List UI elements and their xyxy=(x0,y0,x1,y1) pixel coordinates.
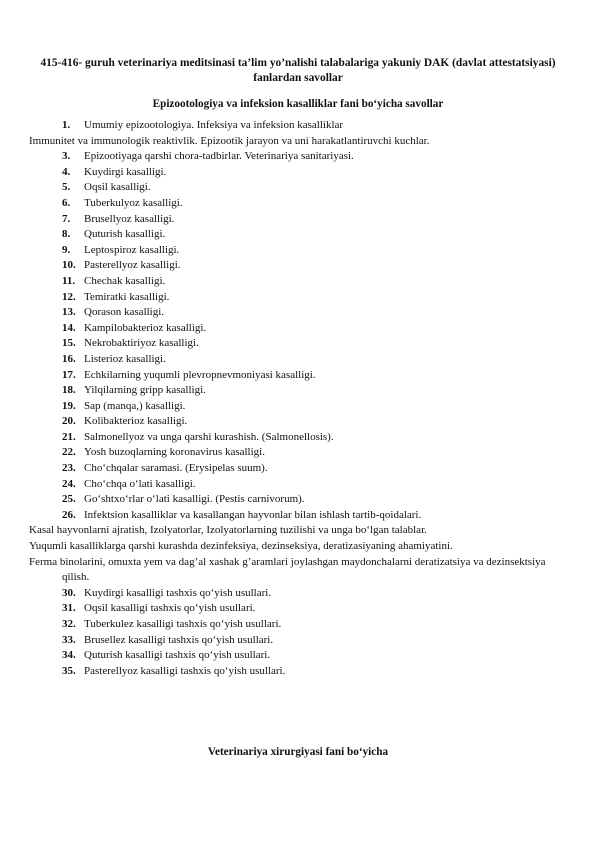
question-text: Kuydirgi kasalligi. xyxy=(84,165,167,178)
question-text: Temiratki kasalligi. xyxy=(84,290,170,303)
question-text: Kampilobakterioz kasalligi. xyxy=(84,321,207,334)
question-item xyxy=(62,601,562,617)
question-number: 4. xyxy=(62,165,71,178)
question-number: 18. xyxy=(62,384,76,397)
question-text: Brusellyoz kasalligi. xyxy=(84,212,175,225)
question-item xyxy=(62,227,562,243)
question-text: Go‘shtxo‘rlar o‘lati kasalligi. (Pestis carnivorum). xyxy=(84,493,305,506)
question-number: 30. xyxy=(62,586,76,599)
question-text: Umumiy epizootologiya. Infeksiya va infeksion kasalliklar xyxy=(84,119,344,131)
question-item xyxy=(62,399,562,415)
question-item xyxy=(62,414,562,430)
question-number: 25. xyxy=(62,493,76,506)
question-text: Immunitet va immunologik reaktivlik. Epizootik jarayon va uni harakatlantiruvchi kuchlar. xyxy=(29,134,430,147)
question-text: Listerioz kasalligi. xyxy=(84,352,166,365)
question-number: 10. xyxy=(62,259,76,272)
question-item xyxy=(62,492,562,508)
question-number: 1. xyxy=(62,119,71,131)
question-text: Sap (manqa,) kasalligi. xyxy=(84,399,186,412)
question-text: Oqsil kasalligi. xyxy=(84,181,151,194)
question-number: 32. xyxy=(62,618,76,630)
question-item xyxy=(62,274,562,290)
question-number xyxy=(7,539,29,555)
question-number: 8. xyxy=(62,228,71,241)
question-text: Pasterellyoz kasalligi tashxis qo‘yish usullari. xyxy=(84,664,286,677)
question-item xyxy=(62,586,562,602)
question-number: 12. xyxy=(62,290,76,303)
question-item xyxy=(62,336,562,352)
question-number: 13. xyxy=(62,306,76,319)
question-item xyxy=(62,212,562,228)
question-item xyxy=(62,648,562,664)
document-title: 415-416- guruh veterinariya meditsinasi ta’lim yo’nalishi talabalariga yakuniy DAK (davlat attestatsiyasi) fanlardan savollar xyxy=(40,57,556,84)
question-item xyxy=(62,430,562,446)
question-number: 14. xyxy=(62,321,76,334)
question-number: 11. xyxy=(62,274,76,287)
question-text: Oqsil kasalligi tashxis qo‘yish usullari. xyxy=(84,602,256,615)
question-number: 33. xyxy=(62,633,76,646)
question-text: Qorason kasalligi. xyxy=(84,306,165,319)
question-item xyxy=(62,243,562,259)
question-item xyxy=(62,368,562,384)
question-text: Kasal hayvonlarni ajratish, Izolyatorlar, Izolyatorlarning tuzilishi va unga bo‘lgan talablar. xyxy=(29,524,427,537)
question-item xyxy=(62,508,562,524)
question-item xyxy=(62,258,562,274)
question-text: Leptospiroz kasalligi. xyxy=(84,243,180,256)
question-text: Cho‘chqalar saramasi. (Erysipelas suum). xyxy=(84,462,268,475)
question-number: 17. xyxy=(62,368,76,381)
question-text: Quturish kasalligi tashxis qo‘yish usullari. xyxy=(84,649,271,662)
question-number: 20. xyxy=(62,415,76,428)
question-item xyxy=(62,180,562,196)
question-text: Kolibakterioz kasalligi. xyxy=(84,415,188,428)
question-item xyxy=(62,352,562,368)
question-number: 22. xyxy=(62,446,76,459)
next-section-title: Veterinariya xirurgiyasi fani bo‘yicha xyxy=(207,746,389,758)
question-item xyxy=(62,321,562,337)
question-item xyxy=(62,290,562,306)
question-number: 26. xyxy=(62,508,76,521)
question-number: 24. xyxy=(62,477,76,490)
section-title: Epizootologiya va infeksion kasalliklar fani bo‘yicha savollar xyxy=(152,98,444,110)
question-text: Ferma binolarini, omuxta yem va dag’al xashak g’aramlari joylashgan maydonchalarni deratizatsiya va dezinsektsiya qilish. xyxy=(29,555,546,584)
question-item xyxy=(62,118,562,134)
question-text: Pasterellyoz kasalligi. xyxy=(84,259,181,272)
question-text: Yuqumli kasalliklarga qarshi kurashda dezinfeksiya, dezinseksiya, deratizasiyaning ahamiyatini. xyxy=(29,540,453,553)
question-number: 9. xyxy=(62,243,71,256)
question-text: Cho‘chqa o‘lati kasalligi. xyxy=(84,477,196,490)
question-item xyxy=(62,196,562,212)
question-number: 19. xyxy=(62,399,76,412)
question-item xyxy=(7,539,562,555)
question-item xyxy=(62,165,562,181)
question-text: Yilqilarning gripp kasalligi. xyxy=(84,384,206,397)
question-list xyxy=(29,118,562,679)
question-number: 15. xyxy=(62,337,76,350)
question-number: 5. xyxy=(62,181,71,194)
question-number: 3. xyxy=(62,150,71,163)
question-item xyxy=(62,305,562,321)
question-text: Brusellez kasalligi tashxis qo‘yish usullari. xyxy=(84,633,274,646)
question-text: Infektsion kasalliklar va kasallangan hayvonlar bilan ishlash tartib-qoidalari. xyxy=(84,508,422,521)
question-text: Epizootiyaga qarshi chora-tadbirlar. Veterinariya sanitariyasi. xyxy=(84,150,354,163)
question-text: Echkilarning yuqumli plevropnevmoniyasi kasalligi. xyxy=(84,368,316,381)
question-item xyxy=(62,477,562,493)
question-item xyxy=(62,461,562,477)
question-item xyxy=(7,523,562,539)
question-item xyxy=(62,617,562,633)
question-item xyxy=(7,134,562,150)
question-text: Tuberkulez kasalligi tashxis qo‘yish usullari. xyxy=(84,618,282,630)
question-text: Quturish kasalligi. xyxy=(84,228,166,241)
question-text: Yosh buzoqlarning koronavirus kasalligi. xyxy=(84,446,265,459)
question-item xyxy=(62,445,562,461)
question-text: Tuberkulyoz kasalligi. xyxy=(84,196,183,209)
question-number xyxy=(7,555,29,571)
question-item xyxy=(62,149,562,165)
question-item xyxy=(7,555,562,586)
question-number: 6. xyxy=(62,196,71,209)
question-text: Kuydirgi kasalligi tashxis qo‘yish usullari. xyxy=(84,586,272,599)
question-number: 31. xyxy=(62,602,76,615)
question-number: 21. xyxy=(62,430,76,443)
question-text: Nekrobaktiriyoz kasalligi. xyxy=(84,337,199,350)
question-number: 7. xyxy=(62,212,71,225)
question-number xyxy=(7,523,29,539)
question-number: 35. xyxy=(62,664,76,677)
question-number: 23. xyxy=(62,462,76,475)
question-number: 16. xyxy=(62,352,76,365)
question-text: Chechak kasalligi. xyxy=(84,274,166,287)
question-item xyxy=(62,383,562,399)
question-number xyxy=(7,134,29,150)
question-number: 34. xyxy=(62,649,76,662)
question-item xyxy=(62,664,562,680)
question-text: Salmonellyoz va unga qarshi kurashish. (Salmonellosis). xyxy=(84,430,334,443)
question-item xyxy=(62,633,562,649)
